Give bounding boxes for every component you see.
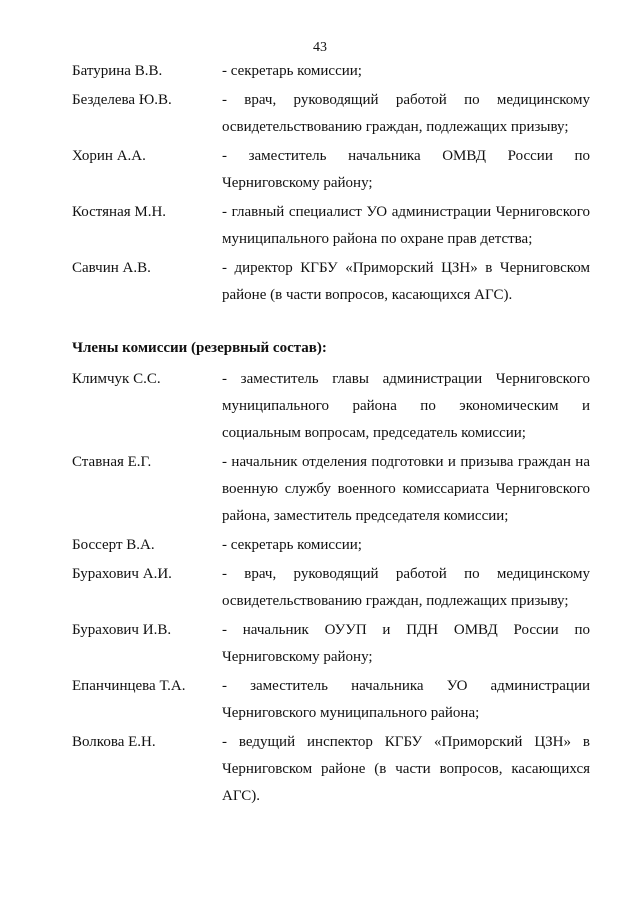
member-role: - заместитель главы администрации Черниговского муниципального района по экономическим и социальным вопросам, председатель комиссии; [222, 371, 590, 441]
member-name: Костяная М.Н. [72, 204, 167, 220]
page-number: 43 [313, 40, 327, 55]
member-entry [72, 449, 590, 530]
member-role: - начальник ОУУП и ПДН ОМВД России по Черниговскому району; [222, 622, 590, 665]
member-name: Волкова Е.Н. [72, 734, 156, 750]
document-body [72, 58, 590, 810]
member-role: - врач, руководящий работой по медицинскому освидетельствованию граждан, подлежащих призыву; [222, 566, 590, 609]
member-entry [72, 366, 590, 447]
member-role: - заместитель начальника ОМВД России по Черниговскому району; [222, 148, 590, 191]
reserve-section-heading: Члены комиссии (резервный состав): [72, 340, 327, 356]
member-name: Савчин А.В. [72, 260, 151, 276]
member-name: Ставная Е.Г. [72, 454, 152, 470]
member-entry [72, 561, 590, 615]
member-name: Бурахович И.В. [72, 622, 172, 638]
member-role: - врач, руководящий работой по медицинскому освидетельствованию граждан, подлежащих призыву; [222, 92, 590, 135]
member-name: Климчук С.С. [72, 371, 161, 387]
member-role: - директор КГБУ «Приморский ЦЗН» в Черниговском районе (в части вопросов, касающихся АГС). [222, 260, 590, 303]
member-role: - секретарь комиссии; [222, 63, 362, 79]
member-name: Батурина В.В. [72, 63, 163, 79]
member-name: Безделева Ю.В. [72, 92, 172, 108]
member-role: - главный специалист УО администрации Черниговского муниципального района по охране прав детства; [222, 204, 590, 247]
member-entry [72, 255, 590, 309]
member-entry [72, 532, 590, 559]
member-name: Хорин А.А. [72, 148, 146, 164]
member-role: - секретарь комиссии; [222, 537, 362, 553]
member-entry [72, 143, 590, 197]
member-entry [72, 729, 590, 810]
member-name: Епанчинцева Т.А. [72, 678, 186, 694]
member-entry [72, 199, 590, 253]
member-entry [72, 673, 590, 727]
member-name: Бурахович А.И. [72, 566, 172, 582]
member-name: Боссерт В.А. [72, 537, 155, 553]
member-entry [72, 58, 590, 85]
member-entry [72, 87, 590, 141]
member-role: - заместитель начальника УО администрации Черниговского муниципального района; [222, 678, 590, 721]
member-entry [72, 617, 590, 671]
member-role: - ведущий инспектор КГБУ «Приморский ЦЗН» в Черниговском районе (в части вопросов, касающихся АГС). [222, 734, 590, 804]
member-role: - начальник отделения подготовки и призыва граждан на военную службу военного комиссариата Черниговского района, заместитель председателя комиссии; [222, 454, 590, 524]
